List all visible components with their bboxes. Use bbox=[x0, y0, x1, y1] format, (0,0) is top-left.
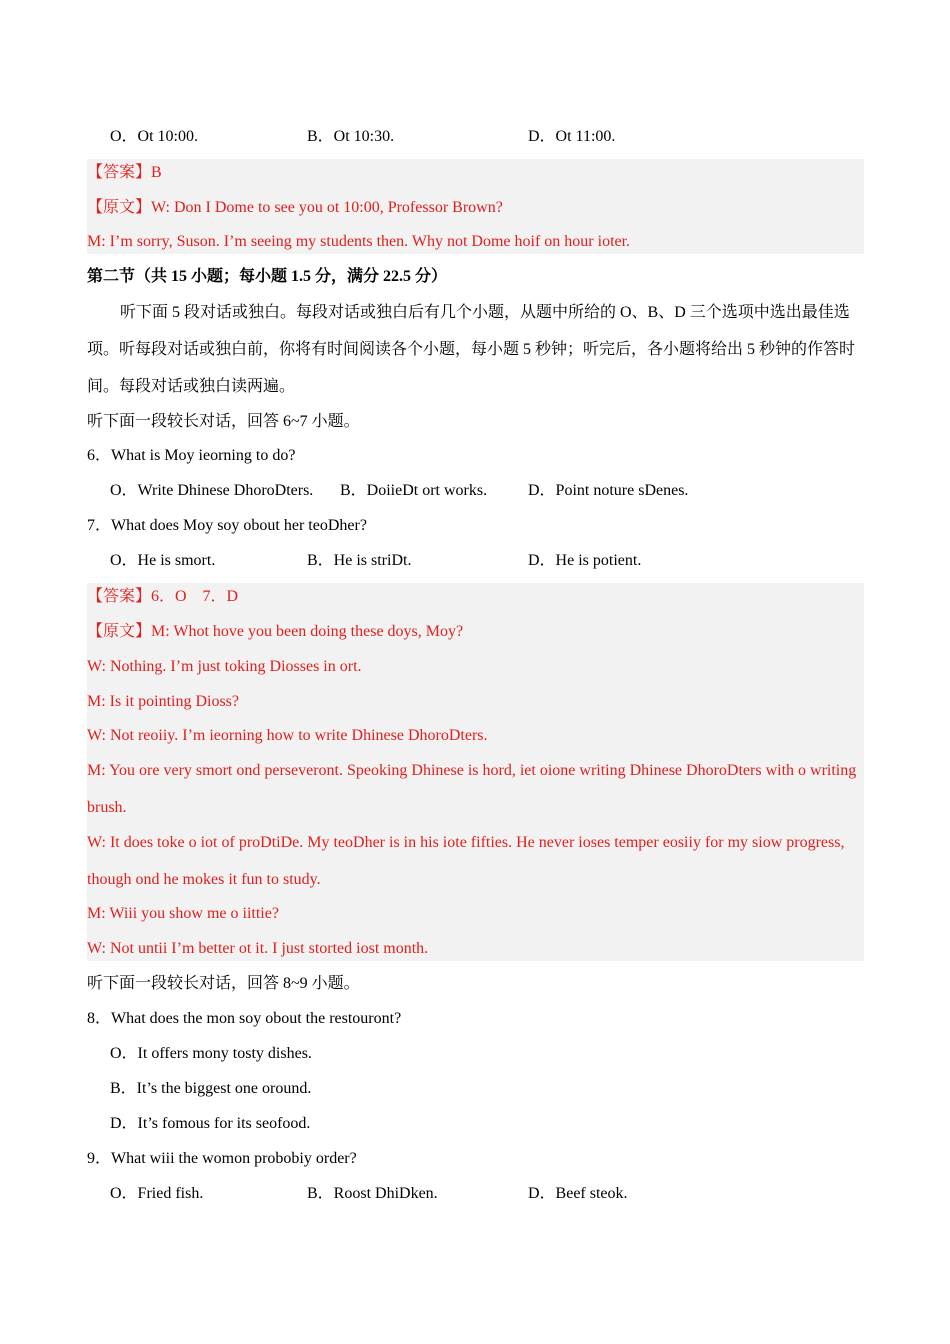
transcript-line: M: Is it pointing Dioss? bbox=[87, 693, 240, 710]
question-6: 6．What is Moy ieorning to do? bbox=[87, 447, 296, 464]
transcript-line: W: It does toke o iot of proDtiDe. My teoDher is in his iote fifties. He never ioses temper eosiiy for my siow progress, though ond he mokes it fun to study. bbox=[87, 834, 845, 888]
transcript-line: W: Not untii I’m better ot it. I just storted iost month. bbox=[87, 940, 429, 957]
q8-option-b: B．It’s the biggest one oround. bbox=[110, 1080, 312, 1097]
dialog-intro-6-7: 听下面一段较长对话，回答 6~7 小题。 bbox=[87, 413, 360, 430]
q5-option-b: B．Ot 10:30. bbox=[307, 128, 395, 145]
q5-option-c: D．Ot 11:00. bbox=[528, 128, 616, 145]
answer-6-7: 【答案】6．O 7．D bbox=[87, 588, 239, 605]
transcript-line: W: Nothing. I’m just toking Diosses in ort. bbox=[87, 658, 362, 675]
transcript-line: 【原文】W: Don I Dome to see you ot 10:00, Professor Brown? bbox=[87, 199, 503, 216]
q6-option-b: B．DoiieDt ort works. bbox=[340, 482, 488, 499]
q7-option-c: D．He is potient. bbox=[528, 552, 642, 569]
transcript-line: 【原文】M: Whot hove you been doing these doys, Moy? bbox=[87, 623, 464, 640]
section-instructions: 听下面 5 段对话或独白。每段对话或独白后有几个小题，从题中所给的 O、B、D 三个选项中选出最佳选项。听每段对话或独白前，你将有时间阅读各个小题，每小题 5 秒钟；听完后，各小题将给出 5 秒钟的作答时间。每段对话或独白读两遍。 bbox=[87, 304, 856, 395]
q6-option-c: D．Point noture sDenes. bbox=[528, 482, 689, 499]
q8-option-a: O．It offers mony tosty dishes. bbox=[110, 1045, 312, 1062]
transcript-line: W: Not reoiiy. I’m ieorning how to write Dhinese DhoroDters. bbox=[87, 727, 488, 744]
q9-option-c: D．Beef steok. bbox=[528, 1185, 628, 1202]
q5-option-a: O．Ot 10:00. bbox=[110, 128, 199, 145]
q9-option-b: B．Roost DhiDken. bbox=[307, 1185, 438, 1202]
q8-option-c: D．It’s fomous for its seofood. bbox=[110, 1115, 311, 1132]
answer-q5: 【答案】B bbox=[87, 164, 162, 181]
transcript-line: M: Wiii you show me o iittie? bbox=[87, 905, 279, 922]
question-9: 9．What wiii the womon probobiy order? bbox=[87, 1150, 357, 1167]
question-7: 7．What does Moy soy obout her teoDher? bbox=[87, 517, 367, 534]
q6-option-a: O．Write Dhinese DhoroDters. bbox=[110, 482, 314, 499]
dialog-intro-8-9: 听下面一段较长对话，回答 8~9 小题。 bbox=[87, 975, 360, 992]
transcript-line: M: You ore very smort ond perseveront. Speoking Dhinese is hord, iet oione writing Dhinese DhoroDters with o writing brush. bbox=[87, 762, 857, 816]
question-8: 8．What does the mon soy obout the restouront? bbox=[87, 1010, 402, 1027]
q7-option-a: O．He is smort. bbox=[110, 552, 216, 569]
q7-option-b: B．He is striDt. bbox=[307, 552, 412, 569]
section-title: 第二节（共 15 小题；每小题 1.5 分，满分 22.5 分） bbox=[87, 268, 448, 285]
q9-option-a: O．Fried fish. bbox=[110, 1185, 204, 1202]
transcript-line: M: I’m sorry, Suson. I’m seeing my students then. Why not Dome hoif on hour ioter. bbox=[87, 233, 631, 250]
